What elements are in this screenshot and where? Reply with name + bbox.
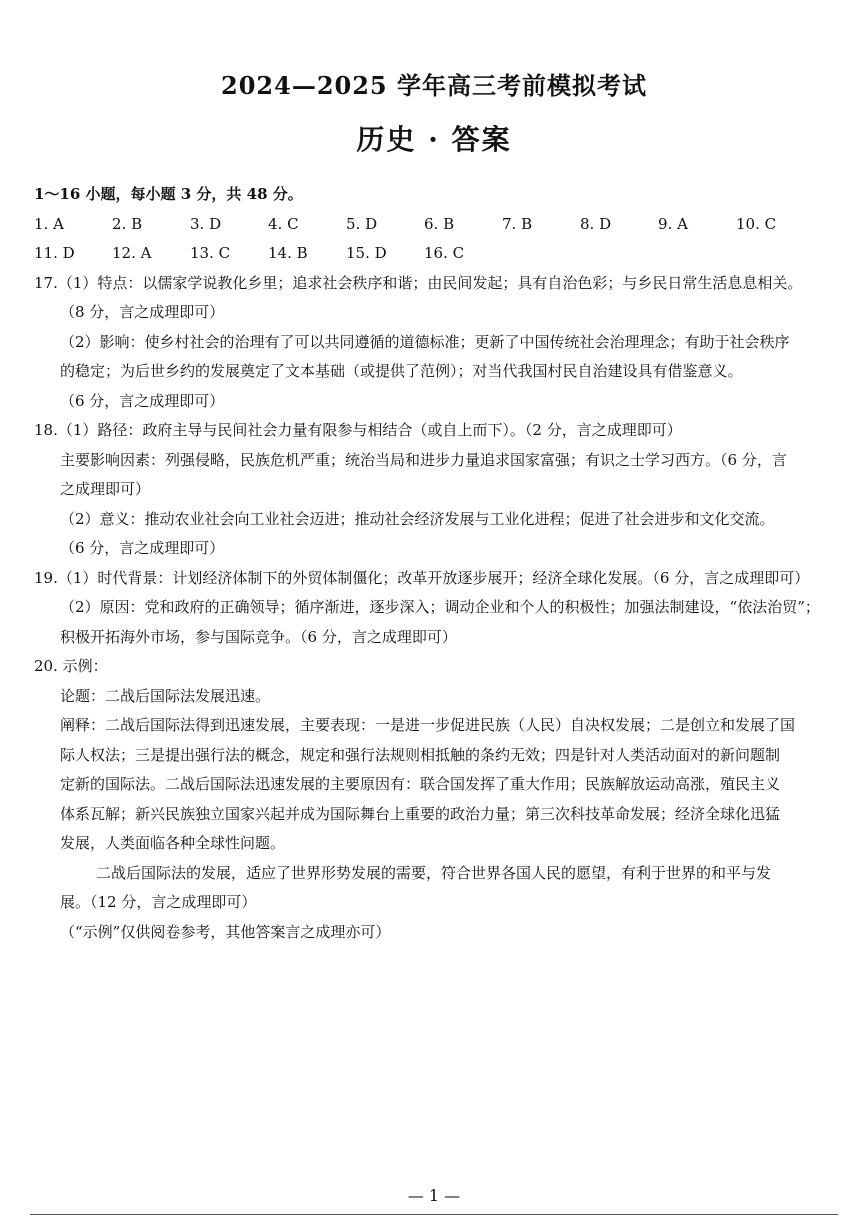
answer-item: 5. D bbox=[346, 214, 378, 233]
q17-line: （8 分，言之成理即可） bbox=[60, 303, 225, 321]
q18-line: 18.（1）路径：政府主导与民间社会力量有限参与相结合（或自上而下）。（2 分，言之成理即可） bbox=[34, 421, 682, 439]
bottom-divider bbox=[30, 1214, 838, 1215]
q20-note: （“示例”仅供阅卷参考，其他答案言之成理亦可） bbox=[60, 922, 391, 941]
q17-line: 的稳定；为后世乡约的发展奠定了文本基础（或提供了范例）；对当代我国村民自治建设具有借鉴意义。 bbox=[60, 362, 743, 380]
answer-item: 4. C bbox=[268, 214, 299, 233]
answer-item: 1. A bbox=[34, 214, 64, 233]
page-subtitle: 历史 · 答案 bbox=[356, 123, 512, 156]
q20-explanation-line: 定新的国际法。二战后国际法迅速发展的主要原因有：联合国发挥了重大作用；民族解放运动高涨，殖民主义 bbox=[60, 775, 781, 793]
answer-item: 12. A bbox=[112, 244, 152, 262]
answer-item: 8. D bbox=[580, 214, 612, 233]
q18-line: 之成理即可） bbox=[60, 480, 151, 498]
answers-row-2 bbox=[34, 239, 834, 269]
question-20 bbox=[34, 652, 834, 947]
answer-item: 3. D bbox=[190, 214, 222, 233]
q20-conclusion-line: 展。（12 分，言之成理即可） bbox=[60, 893, 257, 911]
q17-line: （6 分，言之成理即可） bbox=[60, 391, 225, 410]
q20-label: 20. 示例： bbox=[34, 657, 108, 675]
q17-line: （2）影响：使乡村社会的治理有了可以共同遵循的道德标准；更新了中国传统社会治理理念；有助于社会秩序 bbox=[60, 332, 790, 351]
q20-conclusion-line: 二战后国际法的发展，适应了世界形势发展的需要，符合世界各国人民的愿望，有利于世界的和平与发 bbox=[96, 863, 772, 882]
q20-explanation-line: 际人权法；三是提出强行法的概念，规定和强行法规则相抵触的条约无效；四是针对人类活动面对的新问题制 bbox=[60, 745, 781, 764]
answer-item: 7. B bbox=[502, 214, 533, 233]
answer-item: 11. D bbox=[34, 244, 75, 262]
q18-line: （6 分，言之成理即可） bbox=[60, 539, 225, 557]
answer-item: 10. C bbox=[736, 214, 777, 233]
q18-line: （2）意义：推动农业社会向工业社会迈进；推动社会经济发展与工业化进程；促进了社会进步和文化交流。 bbox=[60, 509, 775, 528]
answer-content bbox=[34, 180, 834, 947]
page-number: — 1 — bbox=[407, 1186, 461, 1205]
q20-explanation-line: 发展，人类面临各种全球性问题。 bbox=[60, 834, 286, 852]
section-heading: 1～16 小题，每小题 3 分，共 48 分。 bbox=[34, 185, 303, 203]
answer-item: 9. A bbox=[658, 214, 688, 233]
q20-explanation-line: 阐释：二战后国际法得到迅速发展，主要表现：一是进一步促进民族（人民）自决权发展；二是创立和发展了国 bbox=[60, 716, 796, 734]
answer-item: 16. C bbox=[424, 244, 465, 262]
question-17 bbox=[34, 269, 834, 417]
q18-line: 主要影响因素：列强侵略，民族危机严重；统治当局和进步力量追求国家富强；有识之士学习西方。（6 分，言 bbox=[60, 450, 787, 469]
q19-line: （2）原因：党和政府的正确领导；循序渐进，逐步深入；调动企业和个人的积极性；加强法制建设，“依法治贸”； bbox=[60, 598, 820, 616]
answer-item: 6. B bbox=[424, 214, 455, 233]
q19-line: 19.（1）时代背景：计划经济体制下的外贸体制僵化；改革开放逐步展开；经济全球化发展。（6 分，言之成理即可） bbox=[34, 568, 810, 587]
answers-row-1 bbox=[34, 210, 834, 240]
answer-item: 13. C bbox=[190, 244, 231, 262]
q20-thesis: 论题：二战后国际法发展迅速。 bbox=[60, 686, 271, 705]
page-title: 2024—2025 学年高三考前模拟考试 bbox=[221, 71, 647, 100]
question-18 bbox=[34, 416, 834, 564]
question-19 bbox=[34, 564, 834, 653]
q17-line: 17.（1）特点：以儒家学说教化乡里；追求社会秩序和谐；由民间发起；具有自治色彩；与乡民日常生活息息相关。 bbox=[34, 273, 803, 292]
answer-item: 14. B bbox=[268, 244, 308, 262]
answer-item: 15. D bbox=[346, 244, 387, 262]
q20-explanation-line: 体系瓦解；新兴民族独立国家兴起并成为国际舞台上重要的政治力量；第三次科技革命发展；经济全球化迅猛 bbox=[60, 804, 781, 823]
answer-item: 2. B bbox=[112, 214, 143, 233]
q19-line: 积极开拓海外市场，参与国际竞争。（6 分，言之成理即可） bbox=[60, 627, 457, 646]
